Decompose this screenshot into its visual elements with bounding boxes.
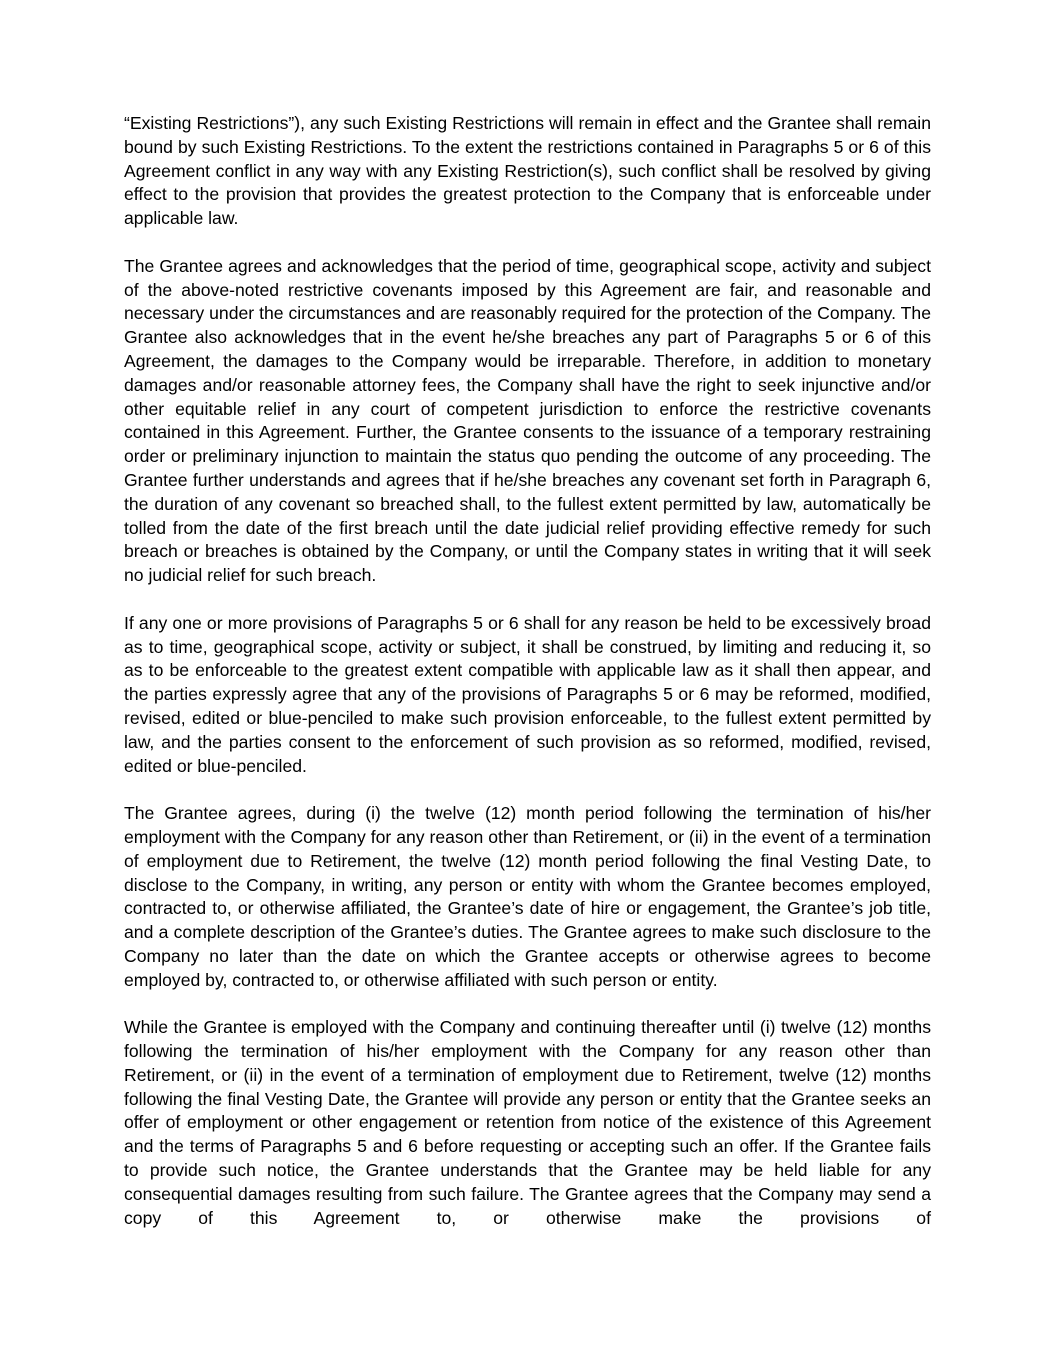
paragraph-notice-to-prospective-employer: While the Grantee is employed with the Company and continuing thereafter until (i) twelve (12) months following the termination of his/her employment with the Company for any reason other than Retirement, or (ii) in the event of a termination of employment due to Retirement, twelve (12) months following the final Vesting Date, the Grantee will provide any person or entity that the Grantee seeks an offer of employment or other engagement or retention from notice of the existence of this Agreement and the terms of Paragraphs 5 and 6 before requesting or accepting such an offer. If the Grantee fails to provide such notice, the Grantee understands that the Grantee may be held liable for any consequential damages resulting from such failure. The Grantee agrees that the Company may send a copy of this Agreement to, or otherwise make the provisions of (124, 1017, 931, 1228)
document-body (124, 112, 931, 1230)
paragraph-disclosure-obligation: The Grantee agrees, during (i) the twelve (12) month period following the termination of his/her employment with the Company for any reason other than Retirement, or (ii) in the event of a termination of employment due to Retirement, the twelve (12) month period following the final Vesting Date, to disclose to the Company, in writing, any person or entity with whom the Grantee becomes employed, contracted to, or otherwise affiliated, the Grantee’s date of hire or engagement, the Grantee’s job title, and a complete description of the Grantee’s duties. The Grantee agrees to make such disclosure to the Company no later than the date on which the Grantee accepts or otherwise agrees to become employed by, contracted to, or otherwise affiliated with such person or entity. (124, 803, 931, 990)
paragraph-existing-restrictions: “Existing Restrictions”), any such Existing Restrictions will remain in effect and the Grantee shall remain bound by such Existing Restrictions. To the extent the restrictions contained in Paragraphs 5 or 6 of this Agreement conflict in any way with any Existing Restriction(s), such conflict shall be resolved by giving effect to the provision that provides the greatest protection to the Company that is enforceable under applicable law. (124, 113, 931, 229)
paragraph-severability-blue-pencil: If any one or more provisions of Paragraphs 5 or 6 shall for any reason be held to be excessively broad as to time, geographical scope, activity or subject, it shall be construed, by limiting and reducing it, so as to be enforceable to the greatest extent compatible with applicable law as it shall then appear, and the parties expressly agree that any of the provisions of Paragraphs 5 or 6 may be reformed, modified, revised, edited or blue-penciled to make such provision enforceable, to the fullest extent permitted by law, and the parties consent to the enforcement of such provision as so reformed, modified, revised, edited or blue-penciled. (124, 612, 931, 776)
paragraph-acknowledgement-remedies: The Grantee agrees and acknowledges that the period of time, geographical scope, activity and subject of the above-noted restrictive covenants imposed by this Agreement are fair, and reasonable and necessary under the circumstances and are reasonably required for the protection of the Company. The Grantee also acknowledges that in the event he/she breaches any part of Paragraphs 5 or 6 of this Agreement, the damages to the Company would be irreparable. Therefore, in addition to monetary damages and/or reasonable attorney fees, the Company shall have the right to seek injunctive and/or other equitable relief in any court of competent jurisdiction to enforce the restrictive covenants contained in this Agreement. Further, the Grantee consents to the issuance of a temporary restraining order or preliminary injunction to maintain the status quo pending the outcome of any proceeding. The Grantee further understands and agrees that if he/she breaches any covenant set forth in Paragraph 6, the duration of any covenant so breached shall, to the fullest extent permitted by law, automatically be tolled from the date of the first breach until the date judicial relief providing effective remedy for such breach or breaches is obtained by the Company, or until the Company states in writing that it will seek no judicial relief for such breach. (124, 255, 931, 586)
